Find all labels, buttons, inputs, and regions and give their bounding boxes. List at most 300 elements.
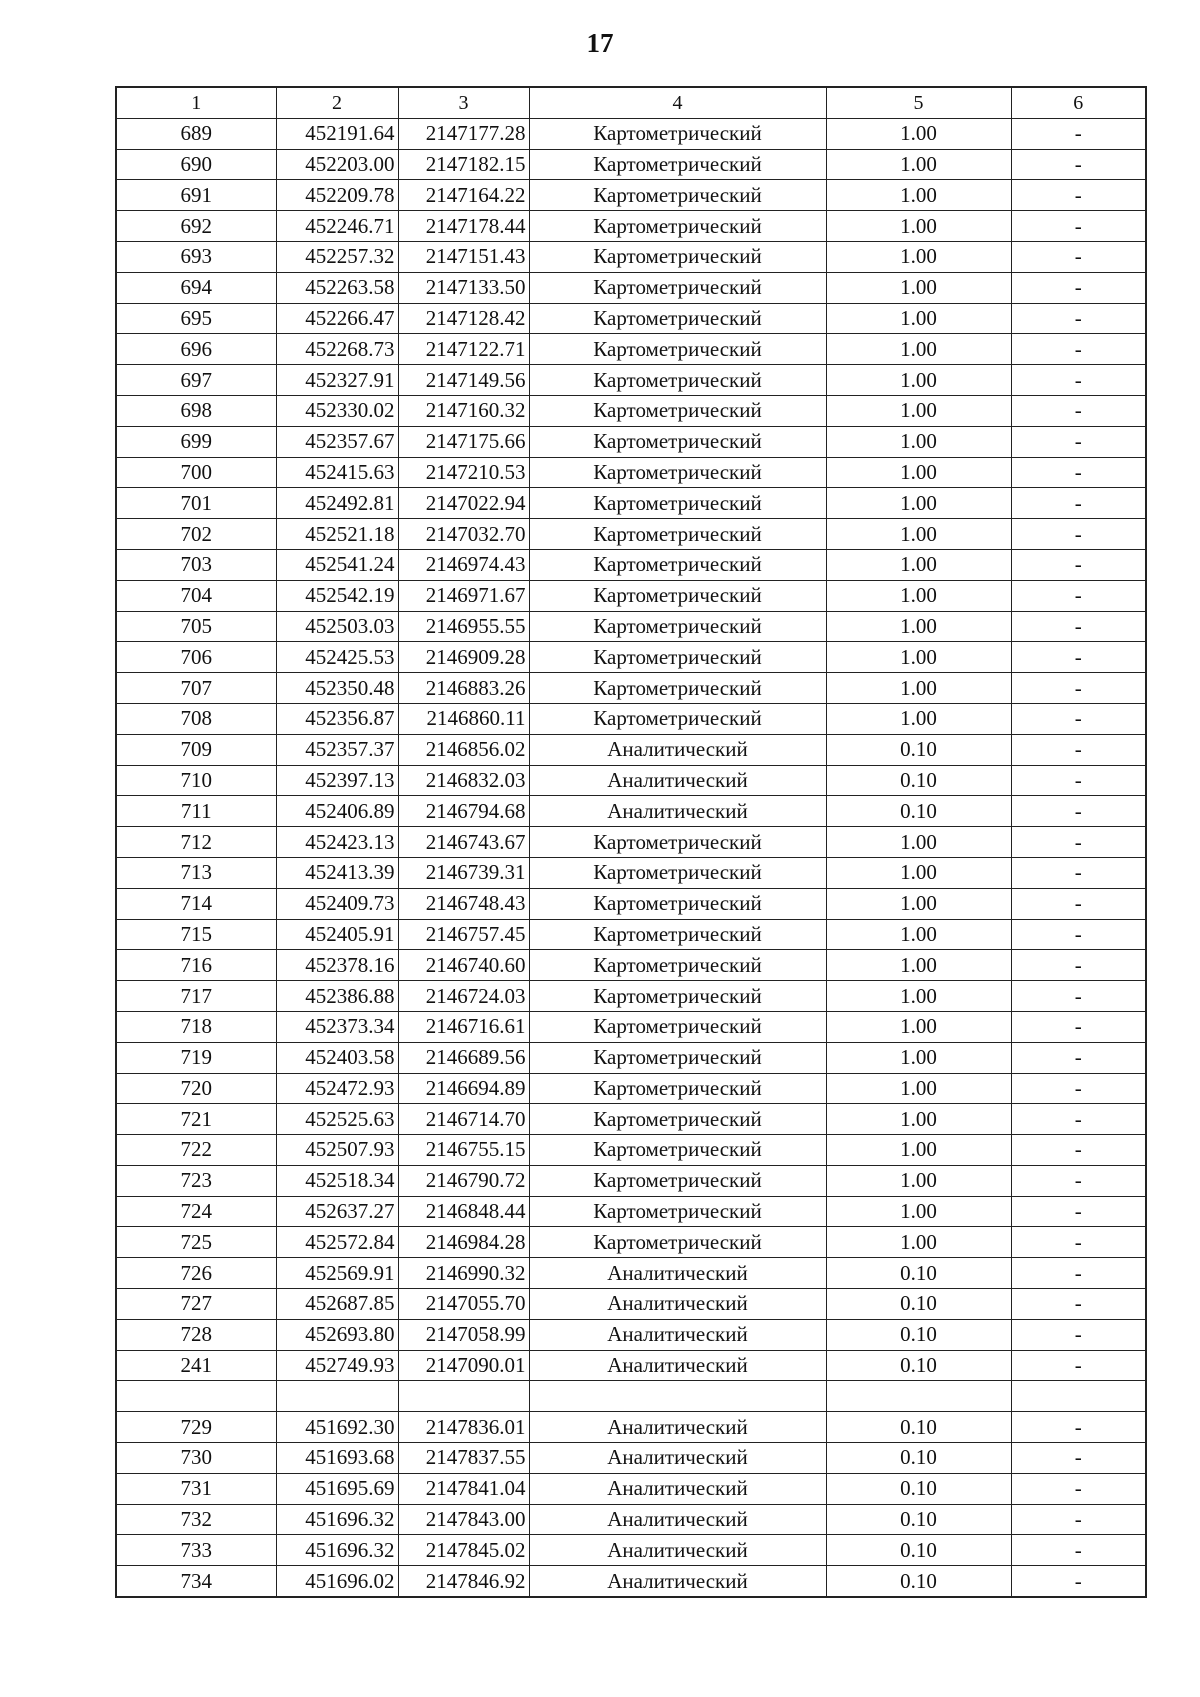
accuracy-cell: 0.10 — [826, 796, 1011, 827]
table-row — [116, 180, 1146, 211]
table-row — [116, 703, 1146, 734]
method-cell: Аналитический — [529, 765, 826, 796]
point-number-cell: 696 — [116, 334, 276, 365]
y-coordinate-cell: 2146694.89 — [398, 1073, 529, 1104]
method-cell: Картометрический — [529, 180, 826, 211]
table-row — [116, 1104, 1146, 1135]
point-number-cell: 704 — [116, 580, 276, 611]
method-cell: Картометрический — [529, 272, 826, 303]
y-coordinate-cell: 2147122.71 — [398, 334, 529, 365]
method-cell: Аналитический — [529, 796, 826, 827]
point-number-cell: 716 — [116, 950, 276, 981]
y-coordinate-cell: 2147178.44 — [398, 211, 529, 242]
x-coordinate-cell: 452327.91 — [276, 365, 398, 396]
accuracy-cell: 1.00 — [826, 1011, 1011, 1042]
x-coordinate-cell: 452263.58 — [276, 272, 398, 303]
x-coordinate-cell: 452268.73 — [276, 334, 398, 365]
point-number-cell: 691 — [116, 180, 276, 211]
accuracy-cell: 1.00 — [826, 211, 1011, 242]
accuracy-cell: 1.00 — [826, 857, 1011, 888]
method-cell: Картометрический — [529, 488, 826, 519]
x-coordinate-cell: 451693.68 — [276, 1443, 398, 1474]
description-cell: - — [1011, 1104, 1146, 1135]
table-row — [116, 303, 1146, 334]
point-number-cell: 703 — [116, 549, 276, 580]
method-cell: Аналитический — [529, 1473, 826, 1504]
method-cell: Аналитический — [529, 1319, 826, 1350]
method-cell: Аналитический — [529, 1258, 826, 1289]
x-coordinate-cell: 452191.64 — [276, 118, 398, 149]
method-cell: Аналитический — [529, 1350, 826, 1381]
table-row — [116, 241, 1146, 272]
method-cell: Картометрический — [529, 950, 826, 981]
method-cell: Картометрический — [529, 611, 826, 642]
method-cell: Аналитический — [529, 1443, 826, 1474]
description-cell: - — [1011, 796, 1146, 827]
point-number-cell: 698 — [116, 395, 276, 426]
description-cell: - — [1011, 488, 1146, 519]
point-number-cell: 725 — [116, 1227, 276, 1258]
description-cell: - — [1011, 703, 1146, 734]
table-row — [116, 149, 1146, 180]
description-cell: - — [1011, 549, 1146, 580]
y-coordinate-cell: 2147210.53 — [398, 457, 529, 488]
x-coordinate-cell: 452246.71 — [276, 211, 398, 242]
point-number-cell: 726 — [116, 1258, 276, 1289]
accuracy-cell: 0.10 — [826, 1473, 1011, 1504]
x-coordinate-cell: 452521.18 — [276, 519, 398, 550]
table-row — [116, 1566, 1146, 1597]
y-coordinate-cell: 2147160.32 — [398, 395, 529, 426]
x-coordinate-cell: 452472.93 — [276, 1073, 398, 1104]
y-coordinate-cell: 2146955.55 — [398, 611, 529, 642]
accuracy-cell: 0.10 — [826, 1258, 1011, 1289]
table-row — [116, 1412, 1146, 1443]
x-coordinate-cell: 451696.32 — [276, 1535, 398, 1566]
point-number-cell: 728 — [116, 1319, 276, 1350]
accuracy-cell: 1.00 — [826, 950, 1011, 981]
x-coordinate-cell: 452403.58 — [276, 1042, 398, 1073]
table-row — [116, 580, 1146, 611]
point-number-cell: 692 — [116, 211, 276, 242]
point-number-cell: 721 — [116, 1104, 276, 1135]
coordinates-table — [115, 86, 1147, 1598]
description-cell: - — [1011, 303, 1146, 334]
table-row — [116, 765, 1146, 796]
y-coordinate-cell: 2147845.02 — [398, 1535, 529, 1566]
method-cell: Картометрический — [529, 827, 826, 858]
point-number-cell: 702 — [116, 519, 276, 550]
x-coordinate-cell: 452503.03 — [276, 611, 398, 642]
description-cell: - — [1011, 1473, 1146, 1504]
header-accuracy: 5 — [826, 87, 1011, 118]
method-cell: Аналитический — [529, 1289, 826, 1320]
y-coordinate-cell: 2147133.50 — [398, 272, 529, 303]
method-cell: Картометрический — [529, 457, 826, 488]
point-number-cell: 695 — [116, 303, 276, 334]
point-number-cell: 707 — [116, 673, 276, 704]
description-cell: - — [1011, 580, 1146, 611]
y-coordinate-cell: 2146990.32 — [398, 1258, 529, 1289]
point-number-cell: 705 — [116, 611, 276, 642]
accuracy-cell: 1.00 — [826, 580, 1011, 611]
table-row — [116, 734, 1146, 765]
table-row — [116, 365, 1146, 396]
description-cell: - — [1011, 457, 1146, 488]
table-row — [116, 1504, 1146, 1535]
table-row — [116, 1319, 1146, 1350]
accuracy-cell: 1.00 — [826, 673, 1011, 704]
point-number-cell: 717 — [116, 981, 276, 1012]
point-number-cell: 693 — [116, 241, 276, 272]
accuracy-cell: 1.00 — [826, 180, 1011, 211]
table-row — [116, 1011, 1146, 1042]
table-row — [116, 1258, 1146, 1289]
page-number: 17 — [586, 28, 614, 58]
method-cell: Картометрический — [529, 1196, 826, 1227]
accuracy-cell: 0.10 — [826, 1412, 1011, 1443]
table-row — [116, 1473, 1146, 1504]
method-cell: Картометрический — [529, 673, 826, 704]
y-coordinate-cell: 2147841.04 — [398, 1473, 529, 1504]
method-cell: Картометрический — [529, 981, 826, 1012]
method-cell: Аналитический — [529, 1412, 826, 1443]
point-number-cell: 697 — [116, 365, 276, 396]
accuracy-cell: 1.00 — [826, 334, 1011, 365]
accuracy-cell: 1.00 — [826, 1227, 1011, 1258]
method-cell: Картометрический — [529, 919, 826, 950]
y-coordinate-cell: 2146984.28 — [398, 1227, 529, 1258]
accuracy-cell: 1.00 — [826, 703, 1011, 734]
point-number-cell: 733 — [116, 1535, 276, 1566]
table-row — [116, 981, 1146, 1012]
method-cell: Картометрический — [529, 580, 826, 611]
description-cell: - — [1011, 1196, 1146, 1227]
method-cell: Картометрический — [529, 303, 826, 334]
description-cell: - — [1011, 1135, 1146, 1166]
description-cell: - — [1011, 1073, 1146, 1104]
y-coordinate-cell: 2146755.15 — [398, 1135, 529, 1166]
table-row — [116, 488, 1146, 519]
description-cell: - — [1011, 919, 1146, 950]
description-cell: - — [1011, 334, 1146, 365]
method-cell: Аналитический — [529, 1504, 826, 1535]
x-coordinate-cell: 452350.48 — [276, 673, 398, 704]
y-coordinate-cell: 2146883.26 — [398, 673, 529, 704]
method-cell: Аналитический — [529, 734, 826, 765]
table-row — [116, 457, 1146, 488]
y-coordinate-cell: 2147032.70 — [398, 519, 529, 550]
table-body — [116, 118, 1146, 1597]
point-number-cell: 715 — [116, 919, 276, 950]
point-number-cell: 241 — [116, 1350, 276, 1381]
description-cell: - — [1011, 1227, 1146, 1258]
description-cell: - — [1011, 241, 1146, 272]
accuracy-cell: 0.10 — [826, 734, 1011, 765]
description-cell: - — [1011, 765, 1146, 796]
table-row — [116, 1165, 1146, 1196]
x-coordinate-cell: 452569.91 — [276, 1258, 398, 1289]
x-coordinate-cell: 452266.47 — [276, 303, 398, 334]
accuracy-cell: 1.00 — [826, 1196, 1011, 1227]
x-coordinate-cell: 452406.89 — [276, 796, 398, 827]
y-coordinate-cell: 2147177.28 — [398, 118, 529, 149]
y-coordinate-cell: 2147837.55 — [398, 1443, 529, 1474]
accuracy-cell: 0.10 — [826, 765, 1011, 796]
accuracy-cell: 1.00 — [826, 981, 1011, 1012]
accuracy-cell: 1.00 — [826, 1135, 1011, 1166]
table-row — [116, 1350, 1146, 1381]
method-cell: Картометрический — [529, 365, 826, 396]
method-cell: Картометрический — [529, 149, 826, 180]
x-coordinate-cell: 452693.80 — [276, 1319, 398, 1350]
point-number-cell: 713 — [116, 857, 276, 888]
description-cell: - — [1011, 673, 1146, 704]
y-coordinate-cell: 2146740.60 — [398, 950, 529, 981]
accuracy-cell: 1.00 — [826, 1073, 1011, 1104]
table-row — [116, 673, 1146, 704]
y-coordinate-cell: 2147149.56 — [398, 365, 529, 396]
accuracy-cell: 0.10 — [826, 1535, 1011, 1566]
table-row — [116, 1381, 1146, 1412]
x-coordinate-cell: 452397.13 — [276, 765, 398, 796]
x-coordinate-cell: 452378.16 — [276, 950, 398, 981]
description-cell: - — [1011, 1412, 1146, 1443]
y-coordinate-cell: 2146860.11 — [398, 703, 529, 734]
x-coordinate-cell: 452203.00 — [276, 149, 398, 180]
method-cell: Картометрический — [529, 703, 826, 734]
description-cell: - — [1011, 1443, 1146, 1474]
y-coordinate-cell: 2146832.03 — [398, 765, 529, 796]
x-coordinate-cell: 452423.13 — [276, 827, 398, 858]
description-cell: - — [1011, 211, 1146, 242]
accuracy-cell: 1.00 — [826, 272, 1011, 303]
point-number-cell: 699 — [116, 426, 276, 457]
x-coordinate-cell: 452373.34 — [276, 1011, 398, 1042]
point-number-cell: 711 — [116, 796, 276, 827]
table-row — [116, 827, 1146, 858]
x-coordinate-cell: 451692.30 — [276, 1412, 398, 1443]
x-coordinate-cell: 452425.53 — [276, 642, 398, 673]
point-number-cell: 712 — [116, 827, 276, 858]
y-coordinate-cell: 2146790.72 — [398, 1165, 529, 1196]
accuracy-cell: 1.00 — [826, 1165, 1011, 1196]
method-cell: Аналитический — [529, 1535, 826, 1566]
description-cell: - — [1011, 426, 1146, 457]
y-coordinate-cell — [398, 1381, 529, 1412]
y-coordinate-cell: 2147128.42 — [398, 303, 529, 334]
x-coordinate-cell: 452257.32 — [276, 241, 398, 272]
table-row — [116, 919, 1146, 950]
description-cell: - — [1011, 149, 1146, 180]
y-coordinate-cell: 2146724.03 — [398, 981, 529, 1012]
description-cell: - — [1011, 1566, 1146, 1597]
point-number-cell: 689 — [116, 118, 276, 149]
method-cell: Картометрический — [529, 1165, 826, 1196]
x-coordinate-cell: 452386.88 — [276, 981, 398, 1012]
table-row — [116, 272, 1146, 303]
point-number-cell: 708 — [116, 703, 276, 734]
header-x: 2 — [276, 87, 398, 118]
x-coordinate-cell: 452415.63 — [276, 457, 398, 488]
x-coordinate-cell — [276, 1381, 398, 1412]
point-number-cell: 720 — [116, 1073, 276, 1104]
point-number-cell: 710 — [116, 765, 276, 796]
accuracy-cell: 0.10 — [826, 1289, 1011, 1320]
x-coordinate-cell: 451696.32 — [276, 1504, 398, 1535]
table-row — [116, 549, 1146, 580]
method-cell: Картометрический — [529, 1011, 826, 1042]
x-coordinate-cell: 451696.02 — [276, 1566, 398, 1597]
accuracy-cell: 0.10 — [826, 1350, 1011, 1381]
description-cell: - — [1011, 642, 1146, 673]
x-coordinate-cell: 451695.69 — [276, 1473, 398, 1504]
table-row — [116, 1227, 1146, 1258]
header-point-number: 1 — [116, 87, 276, 118]
description-cell: - — [1011, 1504, 1146, 1535]
table-row — [116, 1042, 1146, 1073]
method-cell: Картометрический — [529, 1135, 826, 1166]
table-row — [116, 519, 1146, 550]
x-coordinate-cell: 452492.81 — [276, 488, 398, 519]
accuracy-cell: 1.00 — [826, 519, 1011, 550]
accuracy-cell: 1.00 — [826, 241, 1011, 272]
x-coordinate-cell: 452542.19 — [276, 580, 398, 611]
y-coordinate-cell: 2147151.43 — [398, 241, 529, 272]
description-cell: - — [1011, 1011, 1146, 1042]
method-cell: Картометрический — [529, 334, 826, 365]
x-coordinate-cell: 452209.78 — [276, 180, 398, 211]
point-number-cell: 719 — [116, 1042, 276, 1073]
y-coordinate-cell: 2147182.15 — [398, 149, 529, 180]
y-coordinate-cell: 2147843.00 — [398, 1504, 529, 1535]
accuracy-cell: 0.10 — [826, 1504, 1011, 1535]
point-number-cell: 723 — [116, 1165, 276, 1196]
method-cell: Картометрический — [529, 426, 826, 457]
x-coordinate-cell: 452518.34 — [276, 1165, 398, 1196]
x-coordinate-cell: 452525.63 — [276, 1104, 398, 1135]
header-y: 3 — [398, 87, 529, 118]
x-coordinate-cell: 452409.73 — [276, 888, 398, 919]
table-row — [116, 611, 1146, 642]
header-method: 4 — [529, 87, 826, 118]
x-coordinate-cell: 452507.93 — [276, 1135, 398, 1166]
method-cell: Картометрический — [529, 888, 826, 919]
description-cell: - — [1011, 1535, 1146, 1566]
accuracy-cell: 1.00 — [826, 549, 1011, 580]
table-row — [116, 1073, 1146, 1104]
point-number-cell: 718 — [116, 1011, 276, 1042]
x-coordinate-cell: 452357.67 — [276, 426, 398, 457]
y-coordinate-cell: 2146974.43 — [398, 549, 529, 580]
y-coordinate-cell: 2147175.66 — [398, 426, 529, 457]
y-coordinate-cell: 2146848.44 — [398, 1196, 529, 1227]
table-row — [116, 211, 1146, 242]
accuracy-cell: 1.00 — [826, 118, 1011, 149]
accuracy-cell: 1.00 — [826, 611, 1011, 642]
accuracy-cell: 0.10 — [826, 1566, 1011, 1597]
table-row — [116, 395, 1146, 426]
description-cell: - — [1011, 272, 1146, 303]
x-coordinate-cell: 452541.24 — [276, 549, 398, 580]
y-coordinate-cell: 2147090.01 — [398, 1350, 529, 1381]
description-cell: - — [1011, 950, 1146, 981]
x-coordinate-cell: 452330.02 — [276, 395, 398, 426]
description-cell: - — [1011, 1319, 1146, 1350]
description-cell: - — [1011, 180, 1146, 211]
point-number-cell: 727 — [116, 1289, 276, 1320]
table-row — [116, 334, 1146, 365]
method-cell: Картометрический — [529, 1073, 826, 1104]
accuracy-cell: 1.00 — [826, 1042, 1011, 1073]
table-header — [116, 87, 1146, 118]
point-number-cell: 724 — [116, 1196, 276, 1227]
point-number-cell: 690 — [116, 149, 276, 180]
accuracy-cell: 1.00 — [826, 1104, 1011, 1135]
description-cell: - — [1011, 827, 1146, 858]
method-cell: Картометрический — [529, 1104, 826, 1135]
method-cell: Картометрический — [529, 642, 826, 673]
description-cell — [1011, 1381, 1146, 1412]
point-number-cell: 706 — [116, 642, 276, 673]
header-row — [116, 87, 1146, 118]
point-number-cell: 729 — [116, 1412, 276, 1443]
point-number-cell: 709 — [116, 734, 276, 765]
description-cell: - — [1011, 611, 1146, 642]
point-number-cell: 730 — [116, 1443, 276, 1474]
method-cell: Аналитический — [529, 1566, 826, 1597]
point-number-cell: 732 — [116, 1504, 276, 1535]
y-coordinate-cell: 2147836.01 — [398, 1412, 529, 1443]
y-coordinate-cell: 2147164.22 — [398, 180, 529, 211]
x-coordinate-cell: 452405.91 — [276, 919, 398, 950]
y-coordinate-cell: 2147058.99 — [398, 1319, 529, 1350]
description-cell: - — [1011, 365, 1146, 396]
y-coordinate-cell: 2146757.45 — [398, 919, 529, 950]
point-number-cell: 714 — [116, 888, 276, 919]
x-coordinate-cell: 452687.85 — [276, 1289, 398, 1320]
description-cell: - — [1011, 857, 1146, 888]
method-cell: Картометрический — [529, 395, 826, 426]
accuracy-cell: 1.00 — [826, 642, 1011, 673]
method-cell: Картометрический — [529, 1227, 826, 1258]
accuracy-cell: 0.10 — [826, 1443, 1011, 1474]
x-coordinate-cell: 452356.87 — [276, 703, 398, 734]
table-row — [116, 857, 1146, 888]
x-coordinate-cell: 452572.84 — [276, 1227, 398, 1258]
table-row — [116, 1289, 1146, 1320]
table-row — [116, 1443, 1146, 1474]
accuracy-cell: 1.00 — [826, 149, 1011, 180]
table-row — [116, 642, 1146, 673]
y-coordinate-cell: 2147055.70 — [398, 1289, 529, 1320]
table-row — [116, 1535, 1146, 1566]
x-coordinate-cell: 452413.39 — [276, 857, 398, 888]
table-row — [116, 1135, 1146, 1166]
description-cell: - — [1011, 1042, 1146, 1073]
accuracy-cell — [826, 1381, 1011, 1412]
x-coordinate-cell: 452357.37 — [276, 734, 398, 765]
point-number-cell: 731 — [116, 1473, 276, 1504]
description-cell: - — [1011, 1165, 1146, 1196]
method-cell: Картометрический — [529, 549, 826, 580]
table-row — [116, 888, 1146, 919]
point-number-cell — [116, 1381, 276, 1412]
method-cell: Картометрический — [529, 857, 826, 888]
method-cell: Картометрический — [529, 519, 826, 550]
accuracy-cell: 1.00 — [826, 395, 1011, 426]
description-cell: - — [1011, 981, 1146, 1012]
